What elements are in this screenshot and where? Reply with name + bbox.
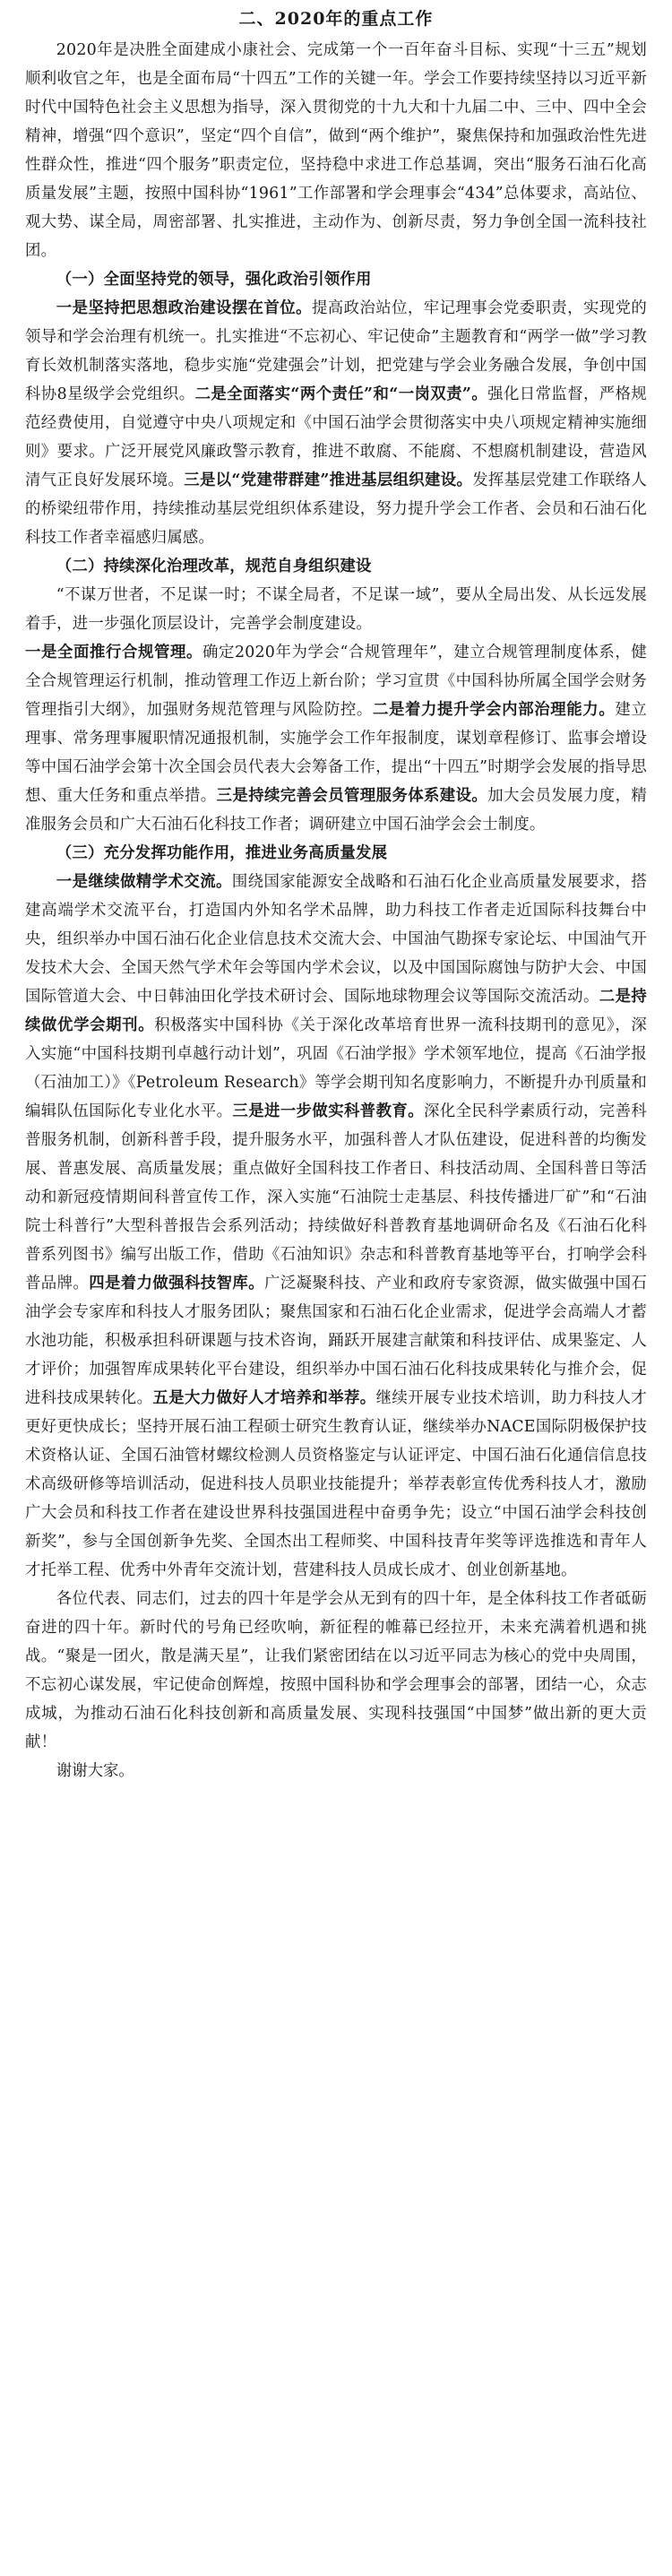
section-title: 二、2020年的重点工作 <box>238 9 434 29</box>
point-2-2-text: 建立理事、常务理事履职情况通报机制，实施学会工作年报制度，谋划章程修订、监事会增设等中国石油学会第十次全国会员代表大会筹备工作，提出“十四五”时期学会发展的指导思想、重大任务和重点举措。 <box>25 701 647 805</box>
point-3-3-text: 深化全民科学素质行动，完善科普服务机制，创新科普手段，提升服务水平，加强科普人才队伍建设，促进科普的均衡发展、普惠发展、高质量发展；重点做好全国科技工作者日、科技活动周、全国科普日等活动和新冠疫情期间科普宣传工作，深入实施“石油院士走基层、科技传播进厂矿”和“石油院士科普行”大型科普报告会系列活动；持续做好科普教育基地调研命名及《石油石化科普系列图书》编写出版工作，借助《石油知识》杂志和科普教育基地等平台，打响学会科普品牌。 <box>25 1102 648 1292</box>
point-2-3-lead: 三是持续完善会员管理服务体系建设。 <box>216 787 488 805</box>
closing-paragraph: 各位代表、同志们，过去的四十年是学会从无到有的四十年，是全体科技工作者砥砺奋进的四十年。新时代的号角已经吹响，新征程的帷幕已经拉开，未来充满着机遇和挑战。“聚是一团火，散是满天星”，让我们紧密团结在以习近平同志为核心的党中央周围，不忘初心谋发展，牢记使命创辉煌，按照中国科协和学会理事会的部署，团结一心，众志成城，为推动石油石化科技创新和高质量发展、实现科技强国“中国梦”做出新的更大贡献！ <box>25 1590 647 1751</box>
point-2-1-text: 确定2020年为学会“合规管理年”，建立合规管理制度体系，健全合规管理运行机制，推动管理工作迈上新台阶；学习宣贯《中国科协所属全国学会财务管理指引大纲》，加强财务规范管理与风险防控。 <box>25 644 647 719</box>
subsection-2-paragraph <box>25 638 647 839</box>
point-3-5-text: 继续开展专业技术培训，助力科技人才更好更快成长；坚持开展石油工程硕士研究生教育认证，继续举办NACE国际阴极保护技术资格认证、全国石油管材螺纹检测人员资格鉴定与认证评定、中国石油石化通信信息技术高级研修等培训活动，促进科技人员职业技能提升；举荐表彰宣传优秀科技人才，激励广大会员和科技工作者在建设世界科技强国进程中奋勇争先；设立“中国石油学会科技创新奖”，参与全国创新争先奖、全国杰出工程师奖、中国科技青年奖等评选推选和青年人才托举工程、优秀中外青年交流计划，营建科技人员成长成才、创业创新基地。 <box>25 1389 647 1579</box>
point-3-1-text: 围绕国家能源安全战略和石油石化企业高质量发展要求，搭建高端学术交流平台，打造国内外知名学术品牌，助力科技工作者走近国际科技舞台中央，组织举办中国石油石化企业信息技术交流大会、中国油气勘探专家论坛、中国油气开发技术大会、全国天然气学术年会等国内学术会议，以及中国国际腐蚀与防护大会、中国国际管道大会、中日韩油田化学技术研讨会、国际地球物理会议等国际交流活动。 <box>25 873 648 1006</box>
point-3-5-lead: 五是大力做好人才培养和举荐。 <box>152 1389 376 1407</box>
point-2-2-lead: 二是着力提升学会内部治理能力。 <box>372 701 616 719</box>
point-1-3-lead: 三是以“党建带群建”推进基层组织建设。 <box>184 471 473 489</box>
subsection-heading-1: （一）全面坚持党的领导，强化政治引领作用 <box>56 271 372 289</box>
point-1-2-text: 强化日常监督，严格规范经费使用，自觉遵守中央八项规定和《中国石油学会贯彻落实中央八项规定精神实施细则》要求。广泛开展党风廉政警示教育，推进不敢腐、不能腐、不想腐机制建设，营造风清气正良好发展环境。 <box>25 385 648 489</box>
point-3-2-text: 积极落实中国科协《关于深化改革培育世界一流科技期刊的意见》，深入实施“中国科技期刊卓越行动计划”，巩固《石油学报》学术领军地位，提高《石油学报（石油加工）》《Petroleum Research》等学会期刊知名度影响力，不断提升办刊质量和编辑队伍国际化专业化水平。 <box>25 1016 647 1120</box>
point-1-1-lead: 一是坚持把思想政治建设摆在首位。 <box>56 299 312 317</box>
point-2-1-lead: 一是全面推行合规管理。 <box>25 644 202 661</box>
point-3-1-lead: 一是继续做精学术交流。 <box>56 873 232 891</box>
point-2-3-text: 加大会员发展力度，精准服务会员和广大石油石化科技工作者；调研建立中国石油学会会士制度。 <box>25 787 647 834</box>
subsection-1-paragraph <box>25 294 647 552</box>
point-3-2-lead: 二是持续做优学会期刊。 <box>25 988 647 1034</box>
subsection-3-paragraph <box>25 868 647 1585</box>
point-3-4-lead: 四是着力做强科技智库。 <box>89 1275 264 1292</box>
subsection-heading-3: （三）充分发挥功能作用，推进业务高质量发展 <box>56 844 388 862</box>
subsection-2-quote-paragraph: “不谋万世者，不足谋一时；不谋全局者，不足谋一域”，要从全局出发、从长远发展着手，进一步强化顶层设计，完善学会制度建设。 <box>25 586 647 633</box>
point-1-3-text: 发挥基层党建工作联络人的桥梁纽带作用，持续推动基层党组织体系建设，努力提升学会工作者、会员和石油石化科技工作者幸福感归属感。 <box>25 471 647 547</box>
point-1-1-text: 提高政治站位，牢记理事会党委职责，实现党的领导和学会治理有机统一。扎实推进“不忘初心、牢记使命”主题教育和“两学一做”学习教育长效机制落实落地，稳步实施“党建强会”计划，把党建与学会业务融合发展，争创中国科协8星级学会党组织。 <box>25 299 648 403</box>
closing-thanks: 谢谢大家。 <box>56 1762 134 1780</box>
subsection-heading-2: （二）持续深化治理改革，规范自身组织建设 <box>56 558 372 575</box>
document-page <box>25 0 647 1785</box>
point-3-4-text: 广泛凝聚科技、产业和政府专家资源，做实做强中国石油学会专家库和科技人才服务团队；聚焦国家和石油石化企业需求，促进学会高端人才蓄水池功能，积极承担科研课题与技术咨询，踊跃开展建言献策和科技评估、成果鉴定、人才评价；加强智库成果转化平台建设，组织举办中国石油石化科技成果转化与推介会，促进科技成果转化。 <box>25 1275 647 1407</box>
point-3-3-lead: 三是进一步做实科普教育。 <box>232 1102 425 1120</box>
point-1-2-lead: 二是全面落实“两个责任”和“一岗双责”。 <box>194 385 488 403</box>
intro-paragraph: 2020年是决胜全面建成小康社会、完成第一个一百年奋斗目标、实现“十三五”规划顺利收官之年，也是全面布局“十四五”工作的关键一年。学会工作要持续坚持以习近平新时代中国特色社会主义思想为指导，深入贯彻党的十九大和十九届二中、三中、四中全会精神，增强“四个意识”，坚定“四个自信”，做到“两个维护”，聚焦保持和加强政治性先进性群众性，推进“四个服务”职责定位，坚持稳中求进工作总基调，突出“服务石油石化高质量发展”主题，按照中国科协“1961”工作部署和学会理事会“434”总体要求，高站位、观大势、谋全局，周密部署、扎实推进，主动作为、创新尽责，努力争创全国一流科技社团。 <box>25 41 647 260</box>
